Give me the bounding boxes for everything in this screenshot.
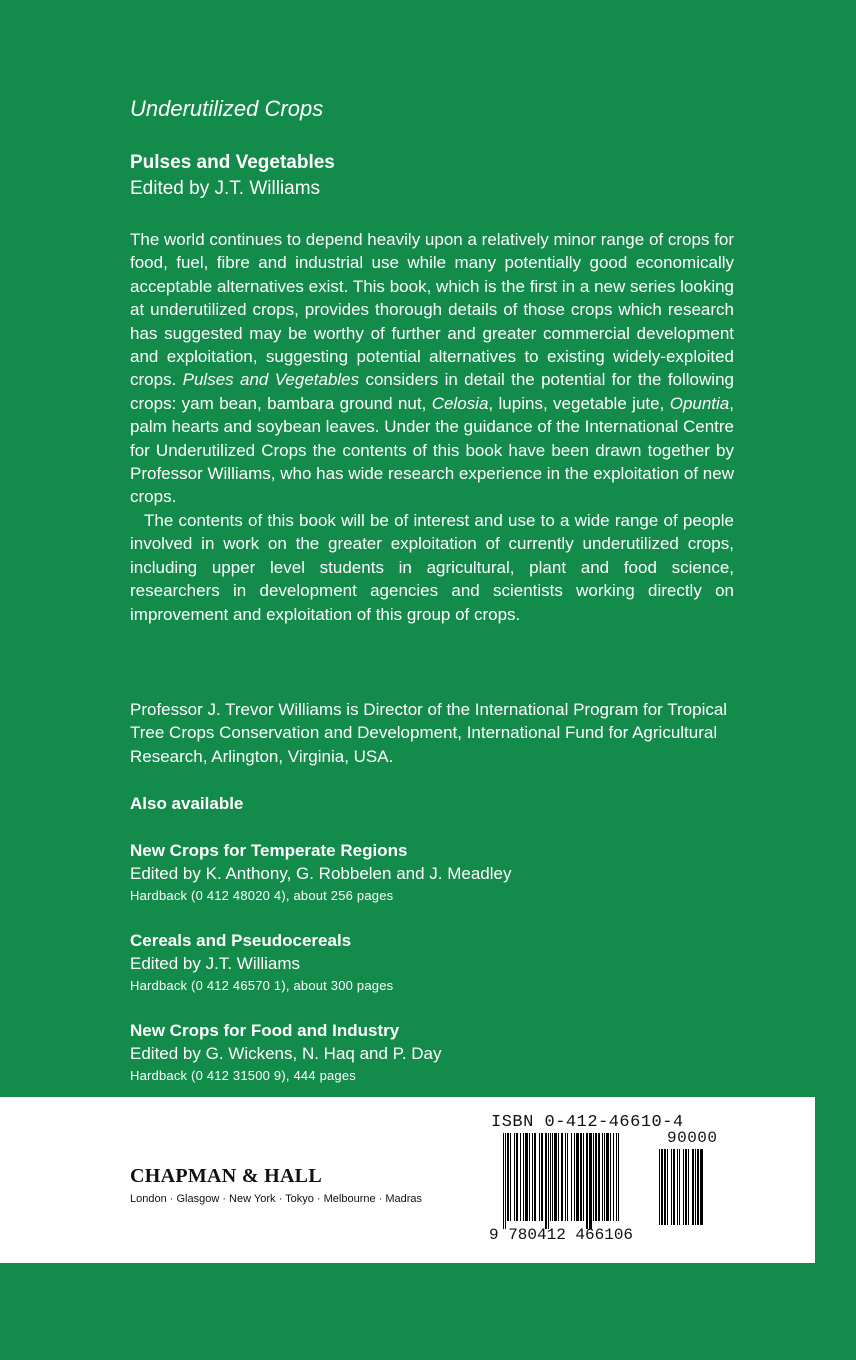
blurb-paragraph-2: The contents of this book will be of interest and use to a wide range of people involved in work on the greater exploitation of currently underutilized crops, including upper level students in agricultural, plant and food science, researchers in development agencies and scientists working directly on improvement and exploitation of this group of crops. xyxy=(130,510,734,624)
barcode-bar xyxy=(598,1133,600,1221)
blurb xyxy=(130,228,734,626)
barcode-bar xyxy=(552,1133,553,1221)
barcode-bar xyxy=(671,1149,672,1225)
barcode-bar xyxy=(700,1149,703,1225)
blurb-paragraph-1 xyxy=(130,228,734,509)
blurb-text: , palm hearts and soybean leaves. Under the guidance of the International Centre for Underutilized Crops the contents of this book have been drawn together by Professor Williams, who has wide research experience in the exploitation of new crops. xyxy=(130,393,734,507)
barcode-bar xyxy=(529,1133,530,1221)
barcode-bar xyxy=(541,1133,543,1221)
barcode-bar xyxy=(534,1133,536,1221)
publisher-cities: London · Glasgow · New York · Tokyo · Melbourne · Madras xyxy=(130,1193,423,1205)
barcode-bar xyxy=(659,1149,660,1225)
barcode-bar xyxy=(604,1133,605,1221)
barcode-bar xyxy=(532,1133,533,1221)
barcode-bar xyxy=(558,1133,559,1221)
barcode-bar xyxy=(602,1133,603,1221)
related-book xyxy=(130,1020,442,1086)
barcode-bar xyxy=(520,1133,521,1221)
publisher-barcode-strip xyxy=(0,1097,815,1263)
barcode-bar xyxy=(571,1133,572,1221)
barcode-bar xyxy=(574,1133,575,1221)
barcode-bar xyxy=(523,1133,524,1221)
barcode-bar xyxy=(516,1133,518,1221)
barcode-bar xyxy=(664,1149,666,1225)
blurb-italic-celosia: Celosia xyxy=(431,393,489,413)
related-book-details: Hardback (0 412 48020 4), about 256 pages xyxy=(130,888,394,903)
barcode-bar xyxy=(583,1133,584,1221)
related-book-editors: Edited by G. Wickens, N. Haq and P. Day xyxy=(130,1044,442,1063)
barcode-bar xyxy=(661,1149,663,1225)
barcode-bar xyxy=(673,1149,675,1225)
barcode-bar xyxy=(667,1149,668,1225)
blurb-text: , lupins, vegetable jute, xyxy=(488,393,670,413)
barcode-bar xyxy=(595,1133,597,1221)
ean-barcode xyxy=(503,1133,645,1229)
barcode-bar xyxy=(606,1133,609,1221)
blurb-italic-opuntia: Opuntia xyxy=(669,393,730,413)
barcode-bar xyxy=(576,1133,579,1221)
barcode-bar xyxy=(545,1133,547,1229)
barcode-bar xyxy=(697,1149,699,1225)
isbn-number: ISBN 0-412-46610-4 xyxy=(491,1113,684,1132)
barcode-bar xyxy=(613,1133,614,1221)
also-available-heading: Also available xyxy=(130,794,244,813)
barcode-bar xyxy=(580,1133,582,1221)
related-book-details: Hardback (0 412 46570 1), about 300 pages xyxy=(130,978,394,993)
related-book xyxy=(130,840,511,906)
related-book-details: Hardback (0 412 31500 9), 444 pages xyxy=(130,1068,356,1083)
related-book xyxy=(130,930,393,996)
related-book-title: New Crops for Temperate Regions xyxy=(130,841,408,860)
barcode-bar xyxy=(589,1133,592,1229)
barcode-bar xyxy=(679,1149,680,1225)
book-title: Pulses and Vegetables xyxy=(130,152,335,173)
barcode-bar xyxy=(677,1149,678,1225)
barcode-bar xyxy=(507,1133,509,1221)
author-bio: Professor J. Trevor Williams is Director of the International Program for Tropical Tree Crops Conservation and Development, International Fund for Agricultural Research, Arlington, Virginia, USA. xyxy=(130,700,728,766)
barcode-bar xyxy=(618,1133,619,1221)
barcode-bar xyxy=(695,1149,696,1225)
barcode-bar xyxy=(550,1133,551,1221)
ean-number: 9 780412 466106 xyxy=(489,1226,634,1244)
barcode-bar xyxy=(561,1133,563,1221)
barcode-bar xyxy=(685,1149,687,1225)
barcode-bar xyxy=(565,1133,566,1221)
barcode-bar xyxy=(683,1149,684,1225)
price-code: 90000 xyxy=(667,1129,718,1147)
series-title: Underutilized Crops xyxy=(130,96,324,121)
barcode-bar xyxy=(692,1149,694,1225)
barcode-bar xyxy=(616,1133,617,1221)
barcode-bar xyxy=(688,1149,689,1225)
book-editor: Edited by J.T. Williams xyxy=(130,178,321,199)
publisher-name: CHAPMAN & HALL xyxy=(130,1165,322,1187)
barcode-bar xyxy=(610,1133,611,1221)
blurb-italic-title: Pulses and Vegetables xyxy=(182,370,360,390)
barcode-bar xyxy=(514,1133,515,1221)
related-book-title: Cereals and Pseudocereals xyxy=(130,931,352,950)
barcode-bar xyxy=(510,1133,511,1221)
addon-barcode xyxy=(659,1149,731,1229)
barcode-bar xyxy=(567,1133,568,1221)
barcode-bar xyxy=(525,1133,528,1221)
barcode-bar xyxy=(586,1133,588,1229)
barcode-bar xyxy=(503,1133,504,1229)
barcode-bar xyxy=(593,1133,594,1221)
related-book-title: New Crops for Food and Industry xyxy=(130,1021,400,1040)
barcode-bar xyxy=(539,1133,540,1221)
related-book-editors: Edited by K. Anthony, G. Robbelen and J. Meadley xyxy=(130,864,512,883)
barcode-bar xyxy=(505,1133,506,1229)
barcode-bar xyxy=(548,1133,549,1229)
blurb-text: considers in detail the potential for the following crops: yam bean, bambara ground nut, xyxy=(130,370,734,413)
blurb-text: The world continues to depend heavily upon a relatively minor range of crops for food, fuel, fibre and industrial use while many potentially good economically acceptable alternatives exist. This book, which is the first in a new series looking at underutilized crops, provides thorough details of those crops which research has suggested may be worthy of further and greater commercial development and exploitation, suggesting potential alternatives to existing widely-exploited crops. xyxy=(130,230,734,390)
related-book-editors: Edited by J.T. Williams xyxy=(130,954,301,973)
barcode-bar xyxy=(554,1133,557,1221)
